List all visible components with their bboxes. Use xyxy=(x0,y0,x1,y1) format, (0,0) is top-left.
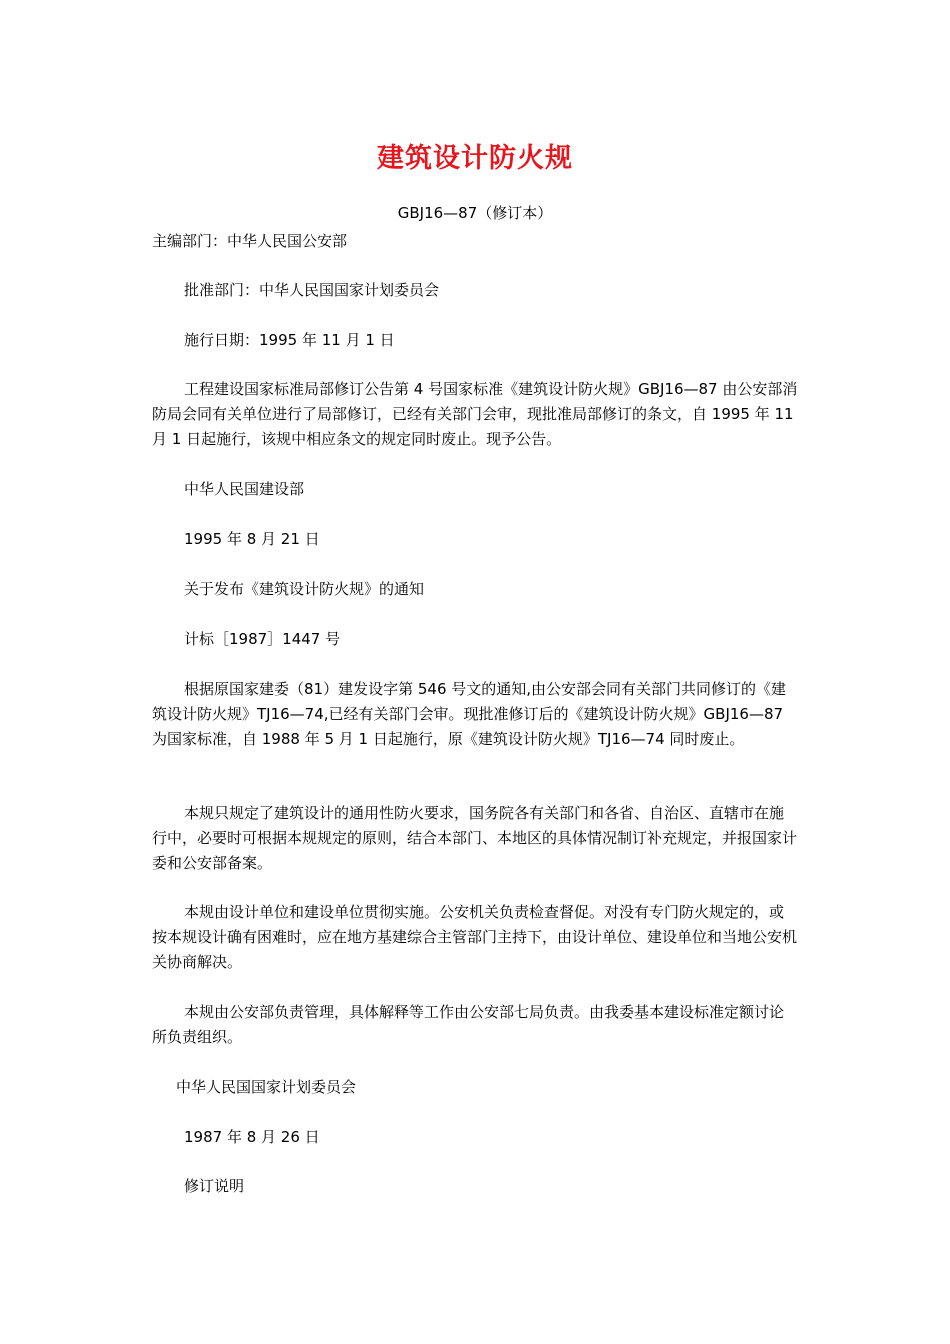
notice-paragraph-4: 本规由公安部负责管理，具体解释等工作由公安部七局负责。由我委基本建设标准定额讨论所负责组织。 xyxy=(152,1003,785,1046)
effective-date: 施行日期：1995 年 11 月 1 日 xyxy=(184,331,395,349)
notice-title: 关于发布《建筑设计防火规》的通知 xyxy=(184,580,425,598)
document-title: 建筑设计防火规 xyxy=(377,143,573,174)
notice-paragraph-1: 根据原国家建委（81）建发设字第 546 号文的通知,由公安部会同有关部门共同修订的《建筑设计防火规》TJ16—74,已经有关部门会审。现批准修订后的《建筑设计防火规》GBJ16—87 为国家标准，自 1988 年 5 月 1 日起施行，原《建筑设计防火规》TJ16—74 同时废止。 xyxy=(152,680,787,748)
revision-heading: 修订说明 xyxy=(184,1177,245,1195)
announcement-paragraph: 工程建设国家标准局部修订公告第 4 号国家标准《建筑设计防火规》GBJ16—87 由公安部消防局会同有关单位进行了局部修订，已经有关部门会审，现批准局部修订的条文，自 1995 年 11 月 1 日起施行，该规中相应条文的规定同时废止。现予公告。 xyxy=(152,380,798,448)
notice-paragraph-3: 本规由设计单位和建设单位贯彻实施。公安机关负责检查督促。对没有专门防火规定的，或按本规设计确有困难时，应在地方基建综合主管部门主持下，由设计单位、建设单位和当地公安机关协商解决。 xyxy=(152,903,798,971)
sign-date: 1987 年 8 月 26 日 xyxy=(184,1128,320,1146)
notice-paragraph-2: 本规只规定了建筑设计的通用性防火要求，国务院各有关部门和各省、自治区、直辖市在施行中，必要时可根据本规规定的原则，结合本部门、本地区的具体情况制订补充规定，并报国家计委和公安部备案。 xyxy=(152,804,798,872)
approval-dept: 批准部门：中华人民国国家计划委员会 xyxy=(184,281,440,299)
notice-number: 计标［1987］1447 号 xyxy=(184,630,341,648)
signer: 中华人民国国家计划委员会 xyxy=(176,1078,357,1096)
announce-date: 1995 年 8 月 21 日 xyxy=(184,530,320,548)
editor-dept: 主编部门：中华人民国公安部 xyxy=(152,232,348,250)
announcer: 中华人民国建设部 xyxy=(184,480,305,498)
standard-code: GBJ16—87（修订本） xyxy=(397,204,553,222)
